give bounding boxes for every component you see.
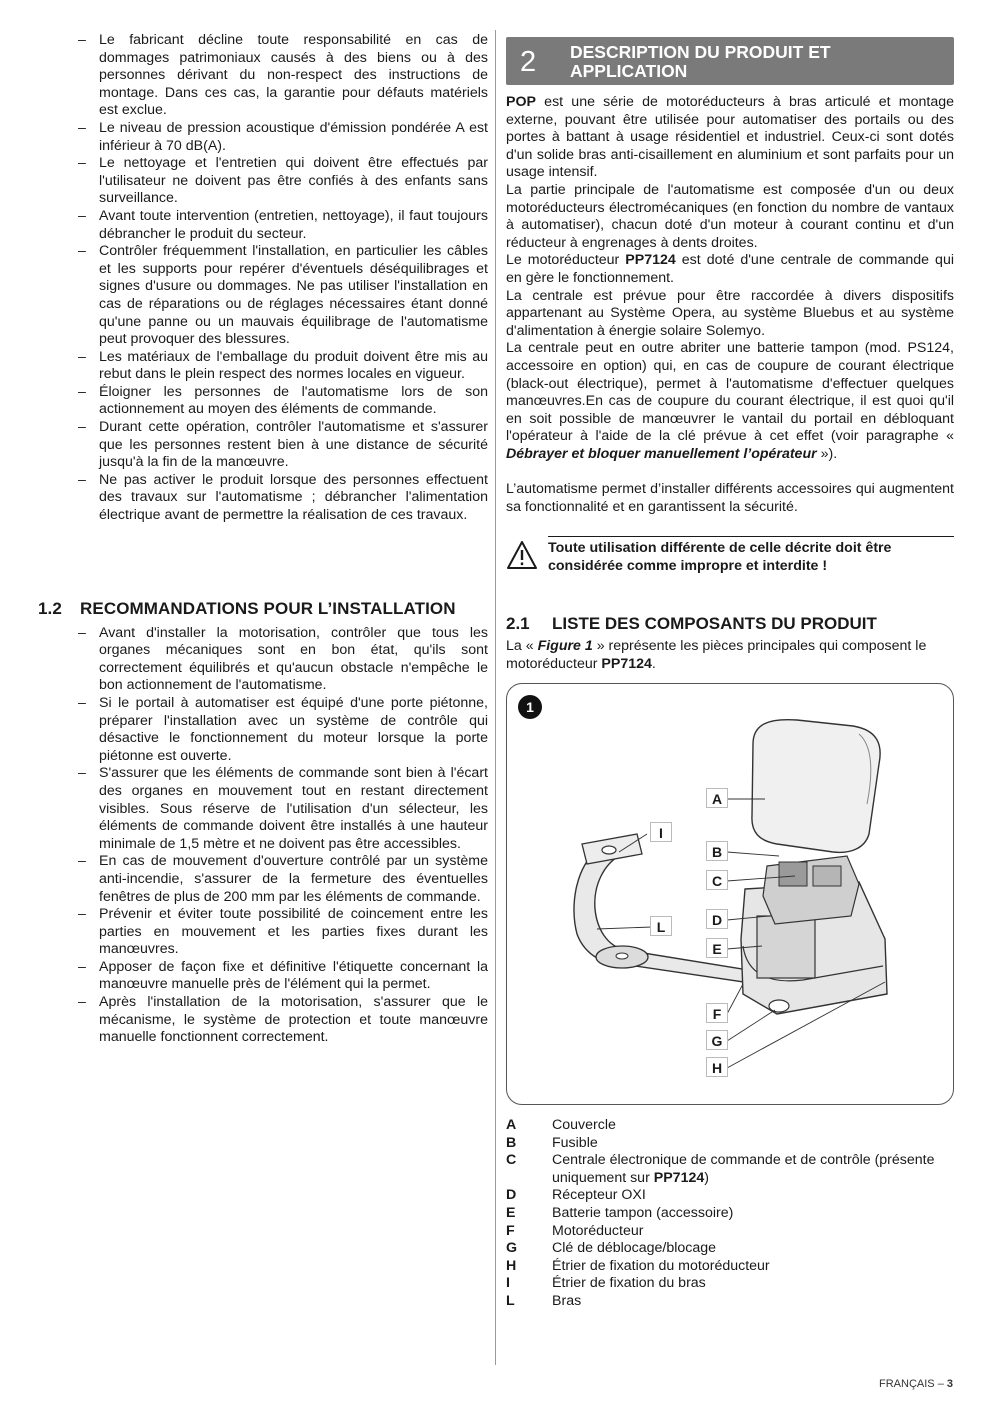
paragraph: L’automatisme permet d’installer différents accessoires qui augmentent sa fonctionnalité et en garantissent la sécurité.	[506, 481, 954, 515]
warning-box	[506, 540, 954, 575]
callout-g: G	[706, 1030, 728, 1050]
legend-row: C Centrale électronique de commande et de contrôle (présente uniquement sur PP7124)	[506, 1152, 935, 1186]
paragraph: POP est une série de motoréducteurs à bras articulé et montage externe, pouvant être utilisée pour automatiser des portails ou des portes à battant à usage résidentiel et industriel. Ceux-ci sont dotés d'un solide bras anti-cisaillement en aluminium et sont parfaits pour un usage intensif.	[506, 94, 954, 181]
paragraph: La centrale peut en outre abriter une batterie tampon (mod. PS124, accessoire en option) qui, en cas de coupure de courant électrique (black-out électrique), permet à l'automatisme d'effectuer quelques manœuvres.En cas de coupure du courant électrique, il est quoi qu'il en soit possible de manœuvrer le vantail du portail en débloquant l'opérateur à l'aide de la clé prévue à cet effet (voir paragraphe « Débrayer et bloquer manuellement l’opérateur »).	[506, 340, 954, 462]
list-item: – En cas de mouvement d'ouverture contrôlé par un système anti-incendie, s'assurer de la fermeture des éventuelles fenêtres de plus de 200 mm par les éléments de commande.	[72, 853, 488, 906]
callout-h: H	[706, 1057, 728, 1077]
figure-number-badge: 1	[518, 695, 542, 719]
section-2-body	[506, 94, 954, 516]
list-item: – Le fabricant décline toute responsabilité en cas de dommages patrimoniaux causés à des biens ou à des personnes dérivant du non-respect des instructions de montage. Dans ces cas, la garantie pour défauts matériels est exclue.	[72, 32, 488, 120]
legend-row: D Récepteur OXI	[506, 1187, 646, 1204]
list-item: – Apposer de façon fixe et définitive l'étiquette concernant la manœuvre manuelle près de l'élément qui la permet.	[72, 959, 488, 994]
section-title: DESCRIPTION DU PRODUIT ET APPLICATION	[570, 42, 831, 81]
list-item: – Après l'installation de la motorisation, s'assurer que le mécanisme, le système de protection et toute manœuvre manuelle fonctionnent correctement.	[72, 994, 488, 1047]
legend-row: E Batterie tampon (accessoire)	[506, 1204, 734, 1221]
list-item: – Avant d'installer la motorisation, contrôler que tous les organes mécaniques sont en bon état, qu'ils sont correctement équilibrés et qu'aucun obstacle n'empêche le bon actionnement de l'automatisme.	[72, 625, 488, 695]
list-item: – Si le portail à automatiser est équipé d'une porte piétonne, préparer l'installation avec un système de contrôle qui désactive le fonctionnement du moteur lorsque la porte piétonne est ouverte.	[72, 695, 488, 765]
safety-bullet-list	[72, 32, 488, 525]
legend-row: A Couvercle	[506, 1117, 616, 1133]
list-item: – Le nettoyage et l'entretien qui doivent être effectués par l'utilisateur ne doivent pas être confiés à des enfants sans surveillance.	[72, 155, 488, 208]
list-item: – Éloigner les personnes de l'automatisme lors de son actionnement au moyen des éléments de commande.	[72, 384, 488, 419]
callout-c: C	[706, 870, 728, 890]
section-2-banner	[506, 37, 954, 85]
left-column	[72, 32, 488, 525]
legend-row: L Bras	[506, 1292, 582, 1309]
column-divider	[495, 30, 496, 1365]
page-number: 3	[946, 1378, 953, 1390]
callout-d: D	[706, 909, 728, 929]
page-footer: FRANÇAIS – 3	[879, 1378, 953, 1390]
list-item: – Prévenir et éviter toute possibilité de coincement entre les parties en mouvement et les parties fixes durant les manœuvres.	[72, 906, 488, 959]
warning-text: Toute utilisation différente de celle décrite doit être considérée comme impropre et interdite !	[548, 540, 892, 574]
list-item: – Le niveau de pression acoustique d'émission pondérée A est inférieur à 70 dB(A).	[72, 120, 488, 155]
list-item: – S'assurer que les éléments de commande sont bien à l'écart des organes en mouvement tout en restant directement visibles. Sous réserve de l'utilisation d'un sélecteur, les éléments de commande doivent être installés à une hauteur minimale de 1,5 mètre et ne doivent pas être accessibles.	[72, 765, 488, 853]
legend-row: I Étrier de fixation du bras	[506, 1275, 706, 1292]
installation-bullet-list	[72, 625, 488, 1047]
paragraph: Le motoréducteur PP7124 est doté d'une centrale de commande qui en gère le fonctionnement.	[506, 252, 954, 286]
legend-row: G Clé de déblocage/blocage	[506, 1240, 717, 1257]
paragraph: La partie principale de l'automatisme est composée d'un ou deux motoréducteurs électromécaniques (en fonction du nombre de vantaux à automatiser), chacun doté d'un moteur à courant continu et d'un réducteur à engrenages à dents droites.	[506, 181, 954, 251]
legend-row: F Motoréducteur	[506, 1222, 644, 1239]
callout-f: F	[706, 1003, 728, 1023]
legend-row: B Fusible	[506, 1134, 598, 1151]
callout-l: L	[650, 916, 672, 936]
section-heading: 1.2 RECOMMANDATIONS POUR L’INSTALLATION	[38, 599, 456, 618]
figure-intro: La « Figure 1 » représente les pièces principales qui composent le motoréducteur PP7124.	[506, 638, 927, 672]
list-item: – Durant cette opération, contrôler l'automatisme et s'assurer que les personnes restent bien à une distance de sécurité jusqu'à la fin de la manœuvre.	[72, 419, 488, 472]
callout-e: E	[706, 938, 728, 958]
legend-row: H Étrier de fixation du motoréducteur	[506, 1257, 770, 1274]
motor-illustration	[507, 684, 953, 1104]
warning-triangle-icon	[506, 540, 538, 570]
list-item: – Les matériaux de l'emballage du produit doivent être mis au rebut dans le plein respect des normes locales en vigueur.	[72, 349, 488, 384]
section-1-2	[38, 600, 488, 1047]
section-heading: 2.1 LISTE DES COMPOSANTS DU PRODUIT	[506, 614, 877, 633]
figure-1	[506, 683, 954, 1105]
callout-i: I	[650, 822, 672, 842]
callout-b: B	[706, 841, 728, 861]
callout-a: A	[706, 788, 728, 808]
list-item: – Ne pas activer le produit lorsque des personnes effectuent des travaux sur l'automatisme ; débrancher l'alimentation électrique avant de permettre la réalisation de ces travaux.	[72, 472, 488, 525]
section-number: 2	[520, 46, 537, 78]
list-item: – Contrôler fréquemment l'installation, en particulier les câbles et les supports pour repérer d'éventuels déséquilibrages et signes d'usure ou dommages. Ne pas utiliser l'installation en cas de réparations ou de réglages nécessaires étant donné qu'une panne ou un mauvais équilibrage de l'automatisme peut provoquer des blessures.	[72, 243, 488, 349]
list-item: – Avant toute intervention (entretien, nettoyage), il faut toujours débrancher le produit du secteur.	[72, 208, 488, 243]
paragraph: La centrale est prévue pour être raccordée à divers dispositifs appartenant au Système Opera, au système Bluebus et au système d'alimentation à énergie solaire Solemyo.	[506, 287, 954, 339]
figure-legend	[506, 1117, 954, 1311]
warning-rule	[548, 536, 954, 537]
